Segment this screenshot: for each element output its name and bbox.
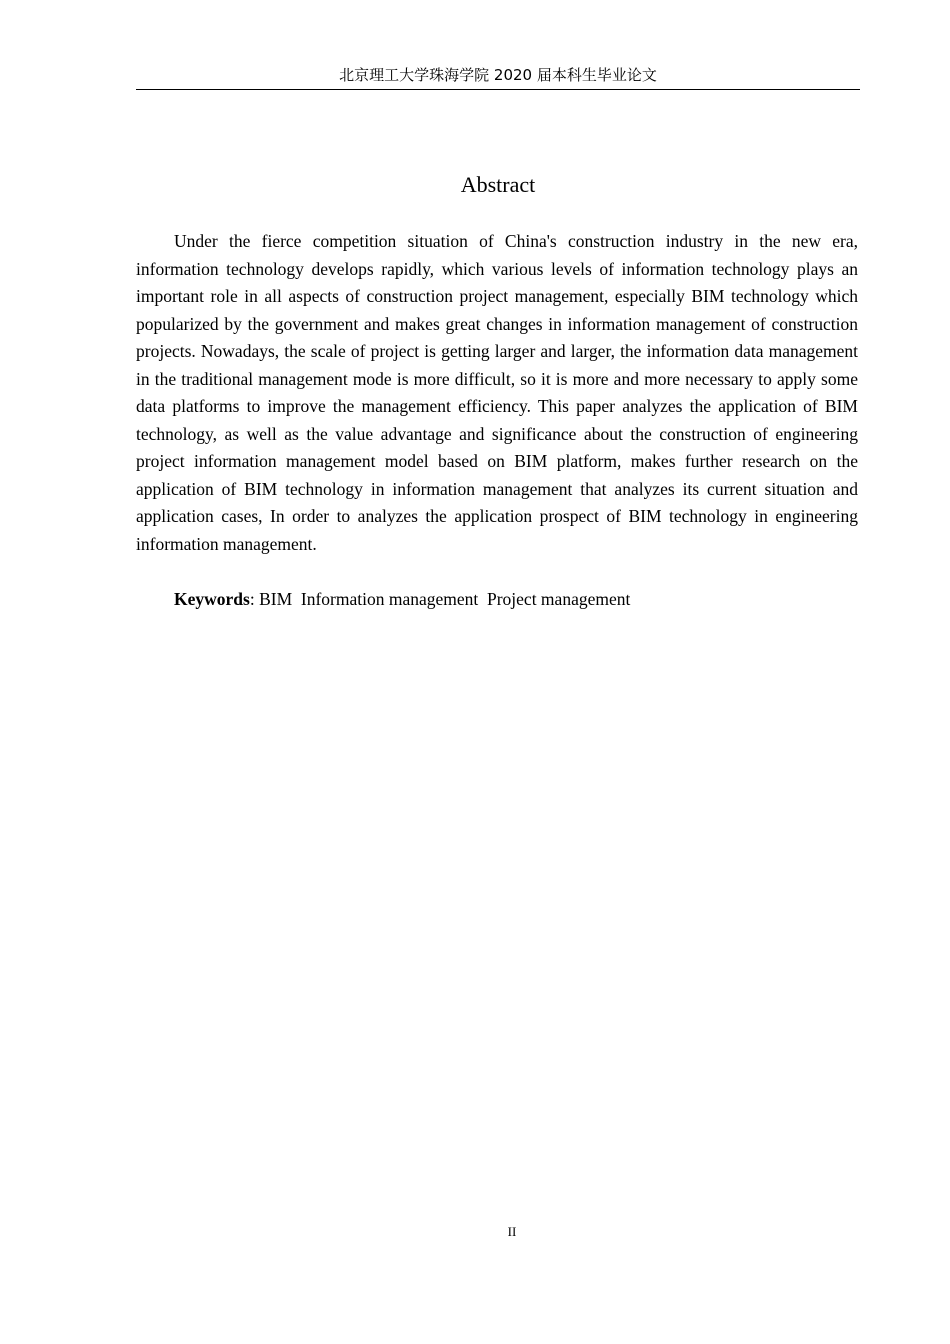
abstract-body: Under the fierce competition situation of China's construction industry in the new era, information technology develops rapidly, which various levels of information technology plays an important role in all aspects of construction project management, especially BIM technology which popularized by the government and makes great changes in information management of construction projects. Nowadays, the scale of project is getting larger and larger, the information data management in the traditional management mode is more difficult, so it is more and more necessary to apply some data platforms to improve the management efficiency. This paper analyzes the application of BIM technology, as well as the value advantage and significance about the construction of engineering project information management model based on BIM platform, makes further research on the application of BIM technology in information management that analyzes its current situation and application cases, In order to analyzes the application prospect of BIM technology in engineering information management. xyxy=(136,231,858,554)
header-title: 北京理工大学珠海学院 2020 届本科生毕业论文 xyxy=(339,66,657,84)
page-number: II xyxy=(507,1224,517,1239)
keywords-label: Keywords xyxy=(174,589,250,609)
page-header xyxy=(136,62,860,90)
keywords-value: : BIM Information management Project management xyxy=(249,589,631,609)
keywords-line xyxy=(136,586,858,614)
abstract-title: Abstract xyxy=(460,172,536,197)
